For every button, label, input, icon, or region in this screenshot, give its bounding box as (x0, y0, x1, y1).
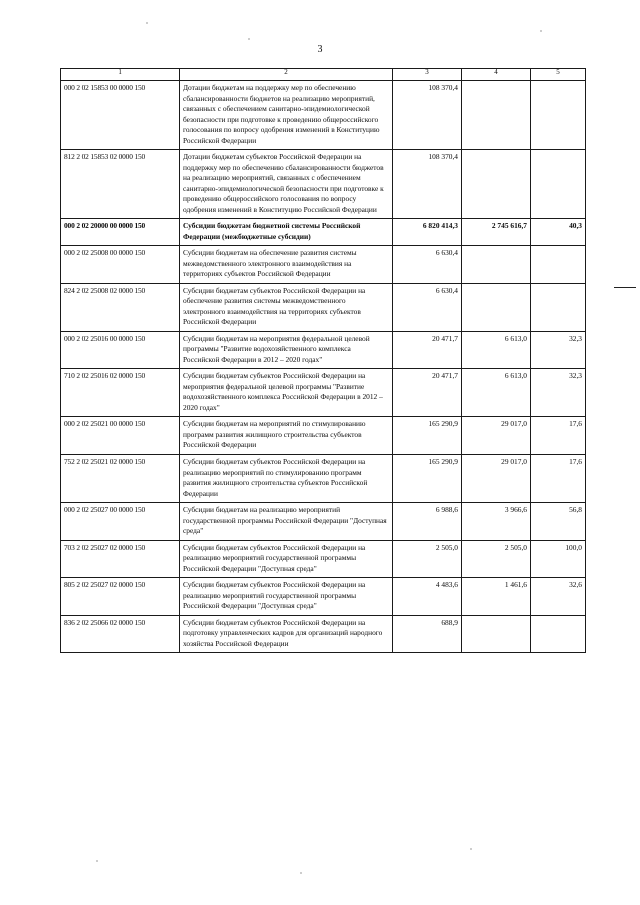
row-value-plan: 20 471,7 (393, 331, 462, 369)
row-code: 000 2 02 15853 00 0000 150 (61, 81, 180, 150)
row-code: 000 2 02 25027 00 0000 150 (61, 503, 180, 541)
table-row (61, 454, 586, 502)
row-code: 812 2 02 15853 02 0000 150 (61, 150, 180, 219)
table-row-total (61, 219, 586, 246)
row-name: Субсидии бюджетам субъектов Российской Федерации на реализацию мероприятий государственной программы Российской Федерации "Доступная среда" (180, 540, 393, 578)
row-code: 710 2 02 25016 02 0000 150 (61, 369, 180, 417)
row-name: Субсидии бюджетам субъектов Российской Федерации на подготовку управленческих кадров для организаций народного хозяйства Российской Федерации (180, 615, 393, 653)
row-value-fact (462, 150, 531, 219)
scan-speck (300, 872, 302, 874)
row-value-plan: 2 505,0 (393, 540, 462, 578)
row-value-percent: 32,3 (531, 331, 586, 369)
row-name: Субсидии бюджетам субъектов Российской Федерации на мероприятия федеральной целевой программы "Развитие водохозяйственного комплекса Российской Федерации в 2012 – 2020 годах" (180, 369, 393, 417)
table-row (61, 369, 586, 417)
column-number-row (61, 69, 586, 81)
row-code: 000 2 02 25021 00 0000 150 (61, 417, 180, 455)
row-value-fact (462, 246, 531, 284)
row-name: Субсидии бюджетам на обеспечение развития системы межведомственного электронного взаимодействия на территориях субъектов Российской Федерации (180, 246, 393, 284)
row-value-fact: 6 613,0 (462, 369, 531, 417)
row-name: Субсидии бюджетам субъектов Российской Федерации на реализацию мероприятий по стимулированию программ развития жилищного строительства субъектов Российской Федерации (180, 454, 393, 502)
row-name: Дотации бюджетам на поддержку мер по обеспечению сбалансированности бюджетов на реализацию мероприятий, связанных с обеспечением санитарно-эпидемиологической безопасности при подготовке к проведению общероссийского голосования по вопросу одобрения изменений в Конституцию Российской Федерации (180, 81, 393, 150)
table-row (61, 283, 586, 331)
row-code: 000 2 02 20000 00 0000 150 (61, 219, 180, 246)
row-name: Субсидии бюджетам на мероприятия федеральной целевой программы "Развитие водохозяйственного комплекса Российской Федерации в 2012 – 2020 годах" (180, 331, 393, 369)
row-value-fact: 1 461,6 (462, 578, 531, 616)
column-number-1: 1 (61, 69, 180, 81)
row-value-plan: 165 290,9 (393, 417, 462, 455)
row-value-plan: 6 820 414,3 (393, 219, 462, 246)
row-code: 752 2 02 25021 02 0000 150 (61, 454, 180, 502)
column-number-5: 5 (531, 69, 586, 81)
table-row (61, 615, 586, 653)
budget-table (60, 68, 586, 653)
row-value-percent: 56,8 (531, 503, 586, 541)
row-value-percent: 40,3 (531, 219, 586, 246)
row-value-fact (462, 615, 531, 653)
row-value-percent: 17,6 (531, 454, 586, 502)
table-row (61, 246, 586, 284)
table-row (61, 417, 586, 455)
row-name: Субсидии бюджетам бюджетной системы Российской Федерации (межбюджетные субсидии) (180, 219, 393, 246)
scan-speck (146, 22, 148, 24)
row-value-fact: 2 745 616,7 (462, 219, 531, 246)
table-row (61, 331, 586, 369)
row-value-percent: 17,6 (531, 417, 586, 455)
row-code: 824 2 02 25008 02 0000 150 (61, 283, 180, 331)
row-value-fact: 29 017,0 (462, 454, 531, 502)
row-value-fact (462, 81, 531, 150)
scan-speck (540, 30, 542, 32)
table-row (61, 578, 586, 616)
table-row (61, 150, 586, 219)
row-value-plan: 108 370,4 (393, 150, 462, 219)
table-row (61, 503, 586, 541)
margin-mark (614, 287, 636, 288)
scan-speck (96, 860, 98, 862)
table-row (61, 81, 586, 150)
row-value-percent: 32,3 (531, 369, 586, 417)
row-code: 000 2 02 25016 00 0000 150 (61, 331, 180, 369)
row-name: Субсидии бюджетам субъектов Российской Федерации на реализацию мероприятий государственной программы Российской Федерации "Доступная среда" (180, 578, 393, 616)
row-value-plan: 20 471,7 (393, 369, 462, 417)
row-value-fact (462, 283, 531, 331)
row-value-plan: 165 290,9 (393, 454, 462, 502)
row-value-percent (531, 150, 586, 219)
row-value-plan: 688,9 (393, 615, 462, 653)
row-value-fact: 3 966,6 (462, 503, 531, 541)
row-name: Субсидии бюджетам субъектов Российской Федерации на обеспечение развития системы межведомственного электронного взаимодействия на территориях субъектов Российской Федерации (180, 283, 393, 331)
row-value-percent (531, 615, 586, 653)
row-value-percent: 32,6 (531, 578, 586, 616)
row-code: 836 2 02 25066 02 0000 150 (61, 615, 180, 653)
row-value-fact: 2 505,0 (462, 540, 531, 578)
row-value-percent (531, 81, 586, 150)
row-value-plan: 6 630,4 (393, 246, 462, 284)
row-value-percent: 100,0 (531, 540, 586, 578)
page-number: 3 (317, 44, 323, 55)
table-body (61, 69, 586, 653)
row-code: 000 2 02 25008 00 0000 150 (61, 246, 180, 284)
row-name: Дотации бюджетам субъектов Российской Федерации на поддержку мер по обеспечению сбалансированности бюджетов на реализацию мероприятий, связанных с обеспечением санитарно-эпидемиологической безопасности при подготовке к проведению общероссийского голосования по вопросу одобрения изменений в Конституцию Российской Федерации (180, 150, 393, 219)
row-value-fact: 6 613,0 (462, 331, 531, 369)
row-value-plan: 6 988,6 (393, 503, 462, 541)
row-value-plan: 6 630,4 (393, 283, 462, 331)
row-value-plan: 108 370,4 (393, 81, 462, 150)
row-value-plan: 4 483,6 (393, 578, 462, 616)
scan-speck (248, 38, 250, 40)
row-name: Субсидии бюджетам на реализацию мероприятий государственной программы Российской Федерации "Доступная среда" (180, 503, 393, 541)
column-number-4: 4 (462, 69, 531, 81)
column-number-2: 2 (180, 69, 393, 81)
table-row (61, 540, 586, 578)
row-value-percent (531, 246, 586, 284)
scan-speck (470, 848, 472, 850)
row-value-fact: 29 017,0 (462, 417, 531, 455)
row-code: 703 2 02 25027 02 0000 150 (61, 540, 180, 578)
column-number-3: 3 (393, 69, 462, 81)
row-name: Субсидии бюджетам на мероприятий по стимулированию программ развития жилищного строительства субъектов Российской Федерации (180, 417, 393, 455)
row-code: 805 2 02 25027 02 0000 150 (61, 578, 180, 616)
row-value-percent (531, 283, 586, 331)
